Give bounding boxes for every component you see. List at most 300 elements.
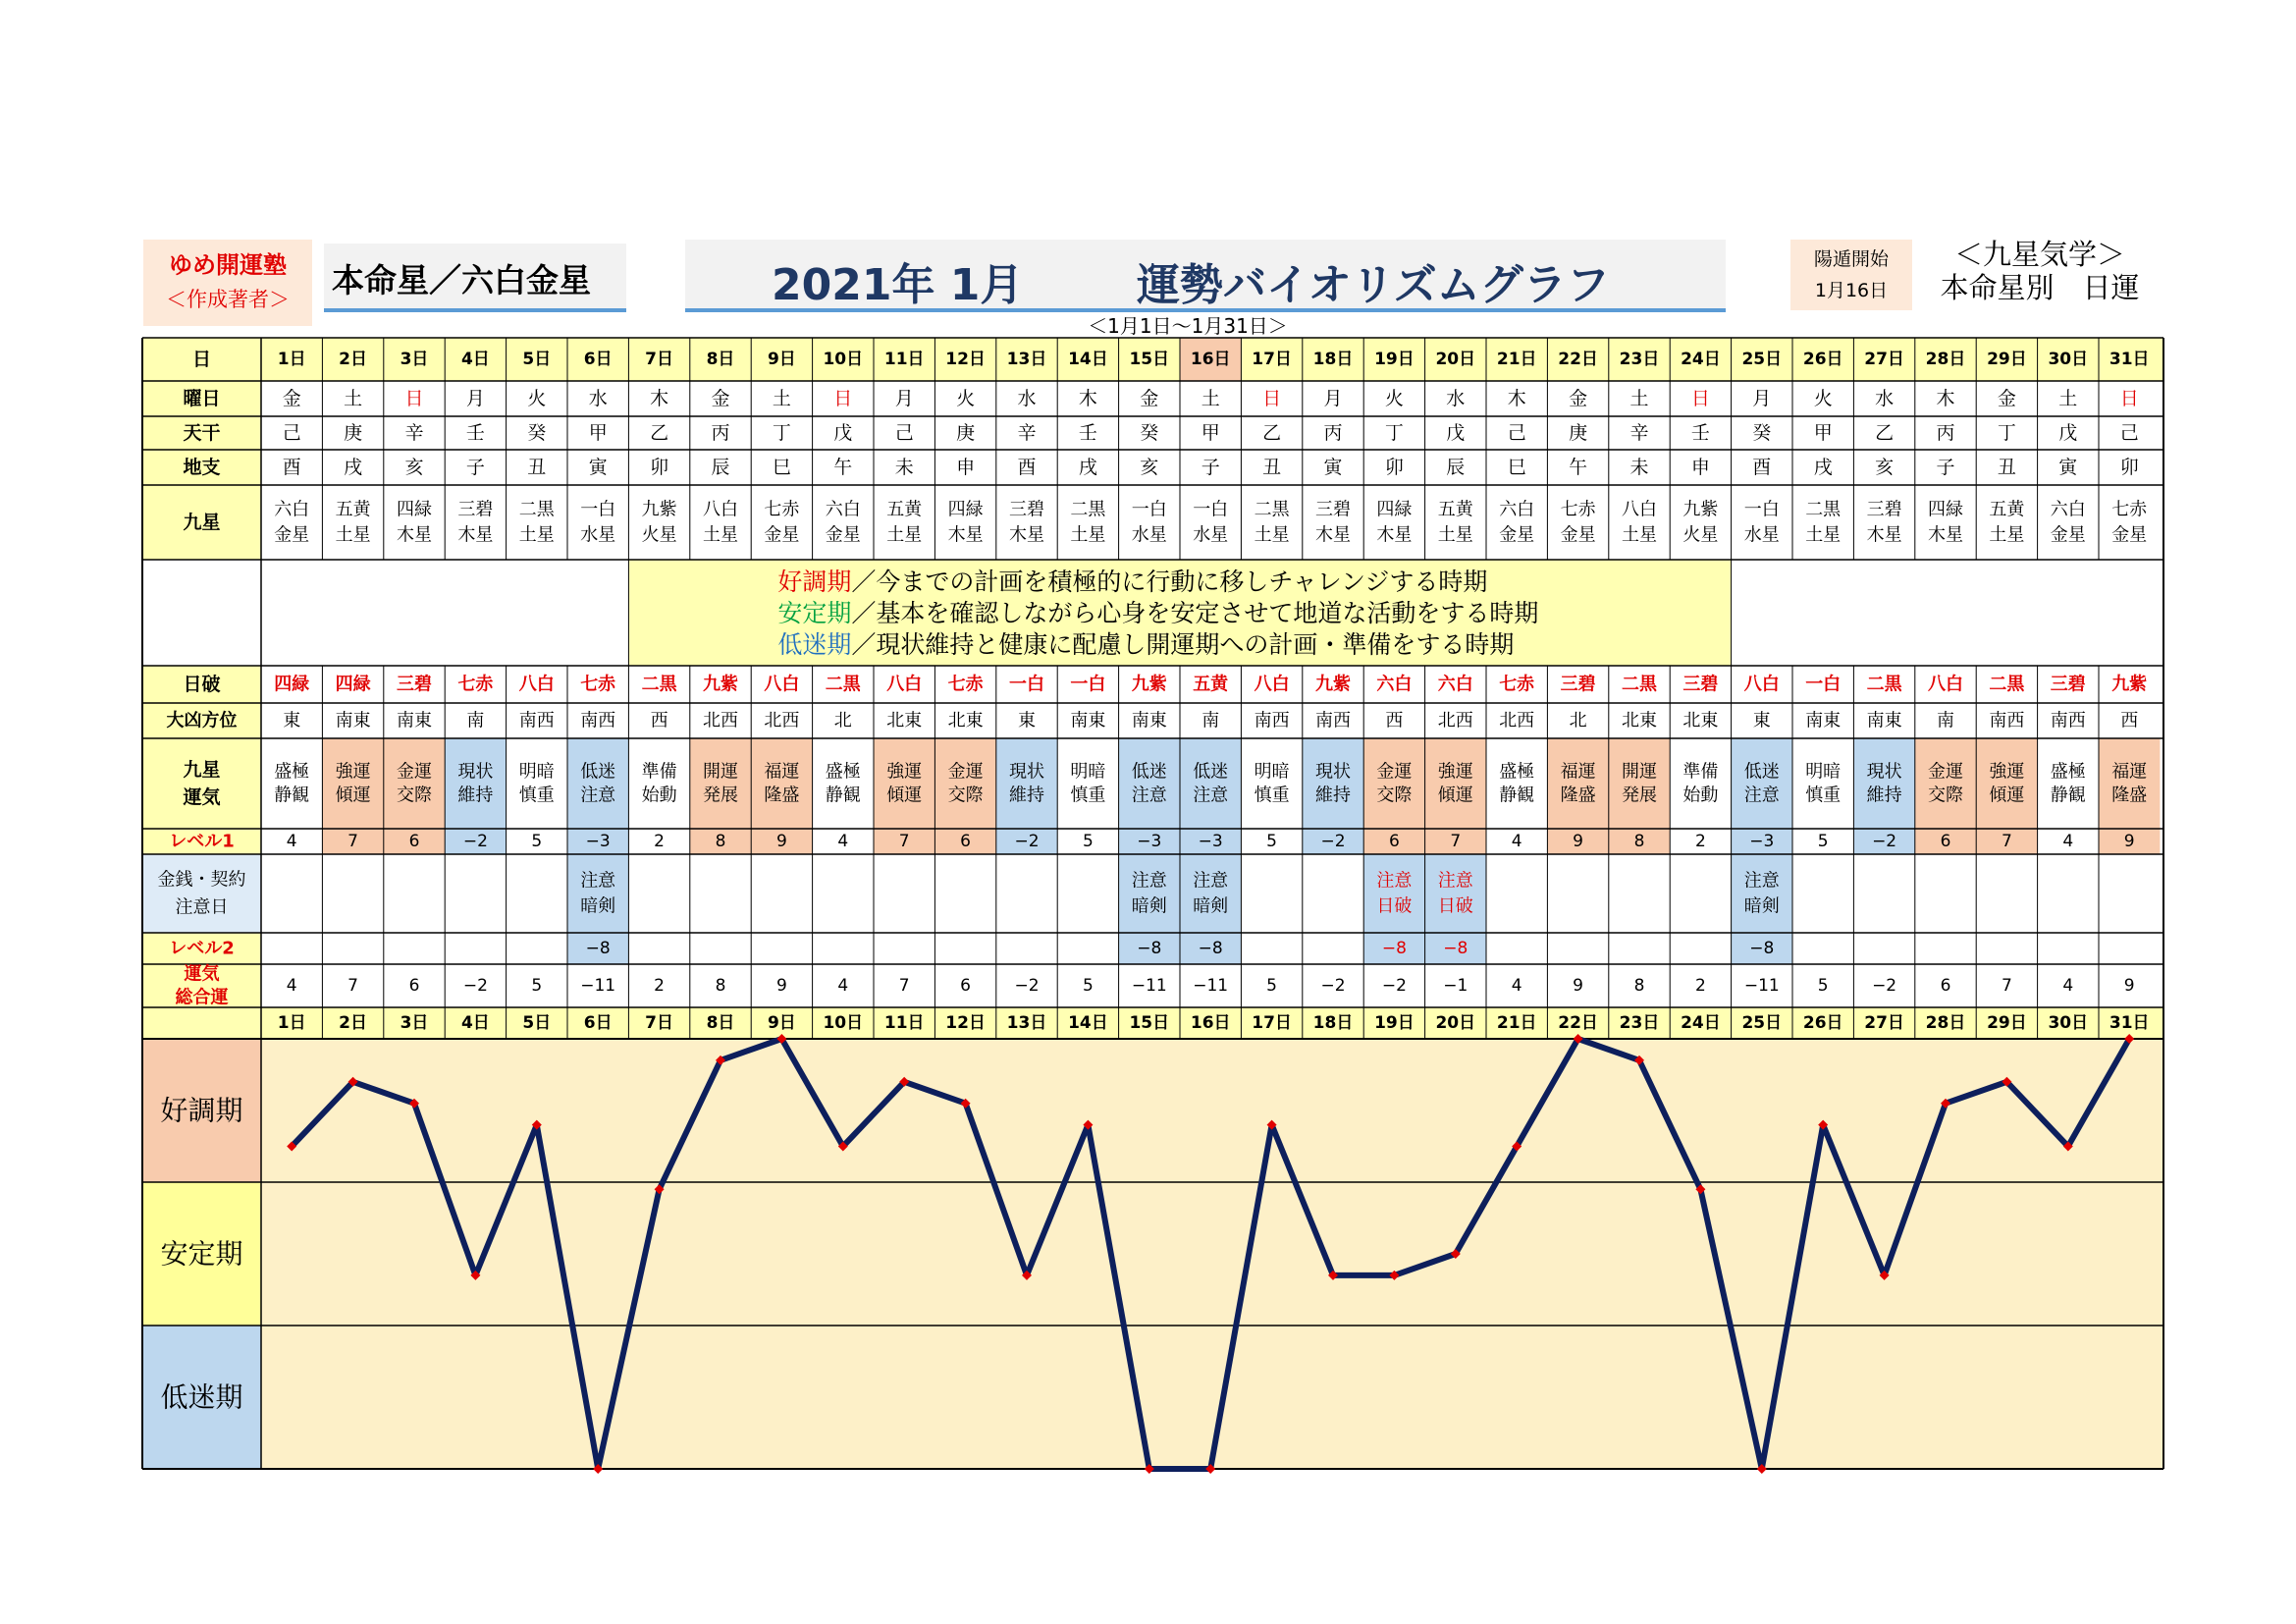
nippa-cell: 八白 — [1743, 674, 1780, 695]
daikyo-cell: 南東 — [1070, 710, 1106, 731]
sogo-cell: 7 — [2001, 976, 2012, 996]
daikyo-cell: 南東 — [1866, 710, 1902, 731]
period-label: ＜1月1日～1月31日＞ — [1088, 314, 1288, 338]
kyusei-cell: 金星 — [1560, 524, 1596, 546]
kyusei-cell: 土星 — [1437, 524, 1473, 546]
unki-cell: 交際 — [397, 785, 432, 806]
level1-cell: 6 — [1940, 832, 1951, 851]
nippa-cell: 四緑 — [274, 674, 310, 695]
kyusei-cell: 一白 — [1193, 499, 1229, 520]
daikyo-cell: 西 — [2120, 710, 2139, 731]
unki-cell: 交際 — [947, 785, 984, 806]
nippa-cell: 二黒 — [825, 674, 861, 695]
kyusei-cell: 五黄 — [1437, 499, 1473, 520]
nippa-cell: 七赤 — [1499, 674, 1535, 695]
row-label-daikyo: 大凶方位 — [166, 710, 238, 731]
nippa-cell: 二黒 — [1989, 674, 2025, 695]
nippa-cell: 三碧 — [397, 674, 432, 695]
unki-cell: 開運 — [703, 761, 738, 783]
day-label-bottom: 20日 — [1435, 1013, 1476, 1033]
unki-cell: 慎重 — [518, 785, 555, 806]
weekday-cell: 土 — [1629, 388, 1649, 409]
kyusei-cell: 水星 — [1193, 524, 1229, 546]
kinsen-cell: 暗剣 — [1193, 895, 1229, 917]
kyusei-cell: 六白 — [1499, 499, 1535, 520]
nippa-cell: 四緑 — [335, 674, 371, 695]
daikyo-cell: 北東 — [947, 710, 984, 731]
chishi-cell: 子 — [1936, 457, 1955, 478]
sogo-cell: 6 — [408, 976, 420, 996]
unki-cell: 明暗 — [1805, 761, 1842, 783]
kinsen-cell: 注意 — [580, 870, 616, 892]
kyusei-cell: 三碧 — [1315, 499, 1351, 520]
daikyo-cell: 南西 — [1254, 710, 1290, 731]
sogo-cell: −2 — [1014, 976, 1040, 996]
nippa-cell: 八白 — [1928, 674, 1963, 695]
level1-cell: 2 — [1694, 832, 1706, 851]
sogo-cell: 2 — [1694, 976, 1706, 996]
level1-cell: −2 — [462, 832, 488, 851]
kinsen-cell: 注意 — [1743, 870, 1780, 892]
day-label: 22日 — [1558, 350, 1598, 369]
unki-cell: 盛極 — [825, 761, 861, 783]
unki-cell: 発展 — [1622, 785, 1657, 806]
sogo-cell: −2 — [1381, 976, 1407, 996]
level1-cell: −2 — [1872, 832, 1897, 851]
chishi-cell: 戌 — [1078, 457, 1097, 478]
daikyo-cell: 西 — [1385, 710, 1404, 731]
kinsen-cell: 注意 — [1131, 870, 1167, 892]
unki-cell: 始動 — [641, 785, 677, 806]
kyusei-cell: 木星 — [397, 524, 432, 546]
weekday-cell: 日 — [1262, 388, 1282, 409]
weekday-cell: 金 — [711, 388, 730, 409]
legend-text: ／基本を確認しながら心身を安定させて地道な活動をする時期 — [851, 598, 1539, 627]
unki-cell: 維持 — [457, 785, 494, 806]
unki-cell: 盛極 — [2050, 761, 2086, 783]
chishi-cell: 子 — [1201, 457, 1220, 478]
unki-cell: 交際 — [1928, 785, 1963, 806]
level1-cell: 6 — [960, 832, 972, 851]
chishi-cell: 申 — [1690, 457, 1710, 478]
nippa-cell: 六白 — [1376, 674, 1413, 695]
unki-cell: 現状 — [1009, 761, 1044, 783]
level1-cell: 2 — [654, 832, 666, 851]
chart-title: 運勢バイオリズムグラフ — [1137, 260, 1610, 310]
day-label: 30日 — [2048, 350, 2089, 369]
day-label: 10日 — [823, 350, 864, 369]
day-label-bottom: 21日 — [1496, 1013, 1537, 1033]
level2-cell: −8 — [1137, 939, 1162, 958]
kyusei-cell: 九紫 — [1682, 499, 1719, 520]
legend-name: 好調期 — [777, 567, 852, 596]
kyusei-cell: 水星 — [580, 524, 616, 546]
row-label-sogo: 総合運 — [175, 987, 229, 1008]
day-label-bottom: 9日 — [767, 1013, 796, 1033]
level1-cell: −3 — [585, 832, 611, 851]
weekday-cell: 土 — [344, 388, 363, 409]
day-label: 29日 — [1987, 350, 2027, 369]
tenkan-cell: 丁 — [1997, 422, 2016, 444]
weekday-cell: 月 — [465, 388, 485, 409]
kyusei-cell: 金星 — [2111, 524, 2148, 546]
kyusei-cell: 四緑 — [1376, 499, 1413, 520]
chishi-cell: 酉 — [1017, 457, 1037, 478]
daikyo-cell: 南 — [466, 710, 485, 731]
kyusei-cell: 五黄 — [335, 499, 371, 520]
nippa-cell: 二黒 — [1866, 674, 1902, 695]
kyusei-cell: 六白 — [274, 499, 310, 520]
sogo-cell: −11 — [1131, 976, 1167, 996]
daikyo-cell: 南西 — [518, 710, 555, 731]
day-label-bottom: 22日 — [1558, 1013, 1598, 1033]
tenkan-cell: 癸 — [527, 422, 547, 444]
kinsen-cell: 注意 — [1376, 870, 1413, 892]
tenkan-cell: 戊 — [1446, 422, 1466, 444]
day-label-bottom: 30日 — [2048, 1013, 2089, 1033]
unki-cell: 明暗 — [518, 761, 555, 783]
unki-cell: 開運 — [1622, 761, 1657, 783]
legend-entry — [777, 630, 1514, 659]
day-label-bottom: 14日 — [1068, 1013, 1108, 1033]
unki-cell: 傾運 — [886, 785, 923, 806]
weekday-cell: 土 — [1201, 388, 1220, 409]
row-label-kinsen: 注意日 — [175, 896, 229, 918]
daikyo-cell: 南東 — [1131, 710, 1167, 731]
sogo-cell: −11 — [1193, 976, 1229, 996]
unki-cell: 福運 — [2111, 761, 2148, 783]
unki-cell: 注意 — [1743, 785, 1780, 806]
day-label: 23日 — [1619, 350, 1660, 369]
weekday-cell: 月 — [1752, 388, 1772, 409]
unki-cell: 隆盛 — [2111, 785, 2148, 806]
sogo-cell: 4 — [1511, 976, 1522, 996]
weekday-cell: 金 — [282, 388, 301, 409]
day-label-bottom: 25日 — [1741, 1013, 1783, 1033]
daikyo-cell: 北 — [833, 710, 852, 731]
tenkan-cell: 辛 — [1629, 422, 1649, 444]
row-label-level2: レベル2 — [169, 938, 235, 959]
day-label: 3日 — [400, 350, 429, 369]
day-label: 27日 — [1864, 350, 1904, 369]
daikyo-cell: 南西 — [580, 710, 616, 731]
daikyo-cell: 北西 — [1499, 710, 1535, 731]
daikyo-cell: 北東 — [886, 710, 923, 731]
unki-cell: 盛極 — [274, 761, 310, 783]
chishi-cell: 寅 — [1323, 457, 1343, 478]
level2-cell: −8 — [1443, 939, 1468, 958]
tenkan-cell: 乙 — [1262, 422, 1282, 444]
unki-cell: 傾運 — [1437, 785, 1473, 806]
kyusei-cell: 土星 — [1622, 524, 1657, 546]
day-label-bottom: 7日 — [645, 1013, 674, 1033]
tenkan-cell: 甲 — [1201, 422, 1220, 444]
zone-label: 安定期 — [160, 1237, 243, 1271]
sogo-cell: −2 — [462, 976, 488, 996]
weekday-cell: 火 — [956, 388, 976, 409]
day-label-bottom: 16日 — [1190, 1013, 1231, 1033]
row-label-sogo: 運気 — [184, 963, 220, 985]
day-label-bottom: 26日 — [1802, 1013, 1843, 1033]
kyusei-cell: 土星 — [335, 524, 371, 546]
nippa-cell: 三碧 — [1560, 674, 1596, 695]
nippa-cell: 八白 — [1254, 674, 1290, 695]
nippa-cell: 一白 — [1070, 674, 1106, 695]
tenkan-cell: 癸 — [1140, 422, 1159, 444]
sogo-cell: 5 — [1082, 976, 1094, 996]
sogo-cell: 4 — [286, 976, 297, 996]
chishi-cell: 巳 — [772, 457, 791, 478]
kyusei-cell: 土星 — [1805, 524, 1842, 546]
nippa-cell: 五黄 — [1193, 674, 1229, 695]
daikyo-cell: 北東 — [1622, 710, 1657, 731]
youton-label: 陽遁開始 — [1813, 248, 1889, 270]
nippa-cell: 九紫 — [1131, 674, 1167, 695]
day-label: 1日 — [277, 350, 306, 369]
day-label: 6日 — [583, 350, 613, 369]
level1-cell: 9 — [2123, 832, 2135, 851]
level1-cell: 6 — [408, 832, 420, 851]
sogo-cell: 4 — [837, 976, 849, 996]
nippa-cell: 八白 — [518, 674, 555, 695]
kinsen-cell: 日破 — [1437, 895, 1473, 917]
unki-cell: 慎重 — [1805, 785, 1842, 806]
unki-cell: 明暗 — [1070, 761, 1106, 783]
day-label: 9日 — [767, 350, 796, 369]
day-label-bottom: 4日 — [460, 1013, 490, 1033]
weekday-cell: 土 — [772, 388, 791, 409]
kyusei-cell: 木星 — [1866, 524, 1902, 546]
kyusei-cell: 水星 — [1131, 524, 1167, 546]
level1-cell: 9 — [1573, 832, 1584, 851]
weekday-cell: 金 — [1140, 388, 1159, 409]
day-label: 21日 — [1496, 350, 1537, 369]
daikyo-cell: 南西 — [1989, 710, 2025, 731]
chishi-cell: 酉 — [1752, 457, 1772, 478]
tenkan-cell: 己 — [2119, 422, 2139, 444]
row-label-weekday: 曜日 — [183, 388, 221, 409]
tenkan-cell: 乙 — [650, 422, 669, 444]
day-label: 11日 — [883, 350, 925, 369]
kyusei-label: ＜九星気学＞ — [1953, 238, 2125, 271]
unki-cell: 静観 — [825, 785, 861, 806]
daikyo-cell: 南西 — [2050, 710, 2086, 731]
level1-cell: 5 — [1082, 832, 1094, 851]
kinsen-cell: 暗剣 — [580, 895, 616, 917]
nippa-cell: 六白 — [1437, 674, 1473, 695]
kyusei-cell: 一白 — [1743, 499, 1780, 520]
day-label-bottom: 24日 — [1681, 1013, 1721, 1033]
nippa-cell: 九紫 — [1315, 674, 1351, 695]
weekday-cell: 日 — [404, 388, 424, 409]
chishi-cell: 酉 — [282, 457, 301, 478]
unki-cell: 静観 — [274, 785, 310, 806]
nippa-cell: 九紫 — [703, 674, 738, 695]
zone-label: 好調期 — [160, 1094, 243, 1127]
sogo-cell: 7 — [347, 976, 359, 996]
nippa-cell: 二黒 — [641, 674, 677, 695]
row-label-tenkan: 天干 — [183, 422, 221, 444]
chishi-cell: 子 — [465, 457, 485, 478]
chishi-cell: 未 — [1629, 457, 1649, 478]
daikyo-cell: 北東 — [1682, 710, 1719, 731]
unki-cell: 低迷 — [1193, 761, 1229, 783]
tenkan-cell: 壬 — [465, 422, 485, 444]
day-label-bottom: 12日 — [945, 1013, 986, 1033]
tenkan-cell: 庚 — [1569, 422, 1588, 444]
kyusei-cell: 八白 — [703, 499, 738, 520]
brand-name: ゆめ開運塾 — [169, 251, 287, 279]
tenkan-cell: 庚 — [956, 422, 976, 444]
unki-cell: 福運 — [1560, 761, 1596, 783]
row-label-bg-unk — [142, 738, 261, 829]
tenkan-cell: 丙 — [1323, 422, 1343, 444]
brand-subtitle: ＜作成著者＞ — [166, 288, 290, 311]
nippa-cell: 三碧 — [1682, 674, 1719, 695]
kyusei-cell: 六白 — [2050, 499, 2086, 520]
kyusei-cell: 水星 — [1743, 524, 1780, 546]
sogo-cell: 8 — [1633, 976, 1645, 996]
legend-text: ／現状維持と健康に配慮し開運期への計画・準備をする時期 — [851, 629, 1515, 659]
day-label: 7日 — [645, 350, 674, 369]
kinsen-cell: 暗剣 — [1131, 895, 1167, 917]
nippa-cell: 七赤 — [457, 674, 494, 695]
day-label: 25日 — [1741, 350, 1783, 369]
tenkan-cell: 丁 — [1384, 422, 1404, 444]
kyusei-cell: 八白 — [1622, 499, 1657, 520]
daikyo-cell: 南 — [1937, 710, 1954, 731]
unki-cell: 準備 — [1682, 761, 1719, 783]
level1-cell: −3 — [1137, 832, 1162, 851]
weekday-cell: 木 — [650, 388, 669, 409]
daikyo-cell: 南東 — [335, 710, 371, 731]
chishi-cell: 亥 — [1140, 457, 1159, 478]
weekday-cell: 金 — [1569, 388, 1588, 409]
unki-cell: 慎重 — [1070, 785, 1106, 806]
unki-cell: 始動 — [1682, 785, 1719, 806]
unki-cell: 低迷 — [1131, 761, 1167, 783]
unki-cell: 強運 — [886, 761, 923, 783]
row-label-kinsen: 金銭・契約 — [157, 869, 246, 891]
sogo-cell: −1 — [1443, 976, 1468, 996]
unki-cell: 強運 — [1437, 761, 1473, 783]
chishi-cell: 丑 — [1262, 457, 1282, 478]
unki-cell: 維持 — [1315, 785, 1351, 806]
tenkan-cell: 丙 — [711, 422, 730, 444]
day-label-bottom: 19日 — [1374, 1013, 1415, 1033]
unki-cell: 現状 — [1866, 761, 1902, 783]
chishi-cell: 丑 — [1997, 457, 2016, 478]
kinsen-cell: 注意 — [1437, 870, 1473, 892]
kyusei-cell: 二黒 — [1254, 499, 1290, 520]
kyusei-cell: 一白 — [1131, 499, 1167, 520]
tenkan-cell: 壬 — [1690, 422, 1710, 444]
chishi-cell: 巳 — [1507, 457, 1526, 478]
tenkan-cell: 庚 — [344, 422, 363, 444]
sogo-cell: 6 — [960, 976, 972, 996]
row-label-nippa: 日破 — [183, 674, 221, 695]
level1-cell: 4 — [286, 832, 297, 851]
day-label: 19日 — [1374, 350, 1415, 369]
day-label: 16日 — [1190, 350, 1231, 369]
day-label: 31日 — [2109, 350, 2150, 369]
unki-cell: 隆盛 — [1560, 785, 1596, 806]
unki-cell: 金運 — [1928, 761, 1963, 783]
level1-cell: 5 — [1817, 832, 1829, 851]
kyusei-cell: 四緑 — [1928, 499, 1963, 520]
kyusei-cell: 木星 — [1928, 524, 1963, 546]
sogo-cell: 5 — [1817, 976, 1829, 996]
unki-cell: 交際 — [1376, 785, 1413, 806]
level1-cell: 8 — [715, 832, 726, 851]
weekday-cell: 火 — [1384, 388, 1404, 409]
unki-cell: 注意 — [580, 785, 616, 806]
chishi-cell: 戌 — [1813, 457, 1833, 478]
kyusei-cell: 土星 — [518, 524, 555, 546]
unki-cell: 金運 — [397, 761, 432, 783]
tenkan-cell: 乙 — [1875, 422, 1895, 444]
day-label-bottom: 17日 — [1252, 1013, 1292, 1033]
title-year: 2021年 1月 — [772, 260, 1024, 310]
kyusei-cell: 六白 — [825, 499, 861, 520]
tenkan-cell: 己 — [1507, 422, 1526, 444]
kyusei-cell: 一白 — [580, 499, 616, 520]
weekday-cell: 月 — [894, 388, 914, 409]
row-label-day: 日 — [191, 349, 212, 370]
daikyo-cell: 東 — [1018, 710, 1036, 731]
kyusei-cell: 木星 — [457, 524, 494, 546]
day-label: 14日 — [1068, 350, 1108, 369]
unki-cell: 低迷 — [1743, 761, 1780, 783]
weekday-cell: 火 — [1813, 388, 1833, 409]
day-label-bottom: 15日 — [1129, 1013, 1170, 1033]
day-label-bottom: 11日 — [883, 1013, 925, 1033]
nippa-cell: 七赤 — [947, 674, 984, 695]
legend-entry — [777, 599, 1538, 627]
level1-cell: −2 — [1014, 832, 1040, 851]
kyusei-cell: 三碧 — [457, 499, 494, 520]
chishi-cell: 寅 — [588, 457, 608, 478]
day-label: 18日 — [1312, 350, 1354, 369]
sogo-cell: 5 — [1266, 976, 1278, 996]
weekday-cell: 木 — [1507, 388, 1526, 409]
level1-cell: 7 — [1450, 832, 1462, 851]
weekday-cell: 木 — [1078, 388, 1097, 409]
tenkan-cell: 己 — [894, 422, 914, 444]
day-label-bottom: 10日 — [823, 1013, 864, 1033]
unki-cell: 金運 — [1376, 761, 1413, 783]
level1-cell: 6 — [1388, 832, 1400, 851]
sogo-cell: 6 — [1940, 976, 1951, 996]
chishi-cell: 寅 — [2058, 457, 2078, 478]
row-label-bg-kin — [142, 854, 261, 933]
kyusei-cell: 二黒 — [518, 499, 555, 520]
unki-cell: 注意 — [1131, 785, 1167, 806]
level1-cell: 4 — [2062, 832, 2074, 851]
weekday-cell: 木 — [1936, 388, 1955, 409]
sogo-cell: −11 — [1743, 976, 1780, 996]
legend-entry — [777, 568, 1487, 596]
sogo-cell: 9 — [2123, 976, 2135, 996]
day-label-bottom: 31日 — [2109, 1013, 2150, 1033]
kyusei-cell: 木星 — [1376, 524, 1413, 546]
kyusei-cell: 金星 — [274, 524, 310, 546]
chishi-cell: 卯 — [2119, 457, 2139, 478]
unki-cell: 明暗 — [1254, 761, 1290, 783]
kyusei-cell: 三碧 — [1009, 499, 1044, 520]
day-label: 24日 — [1681, 350, 1721, 369]
day-label-bottom: 29日 — [1987, 1013, 2027, 1033]
